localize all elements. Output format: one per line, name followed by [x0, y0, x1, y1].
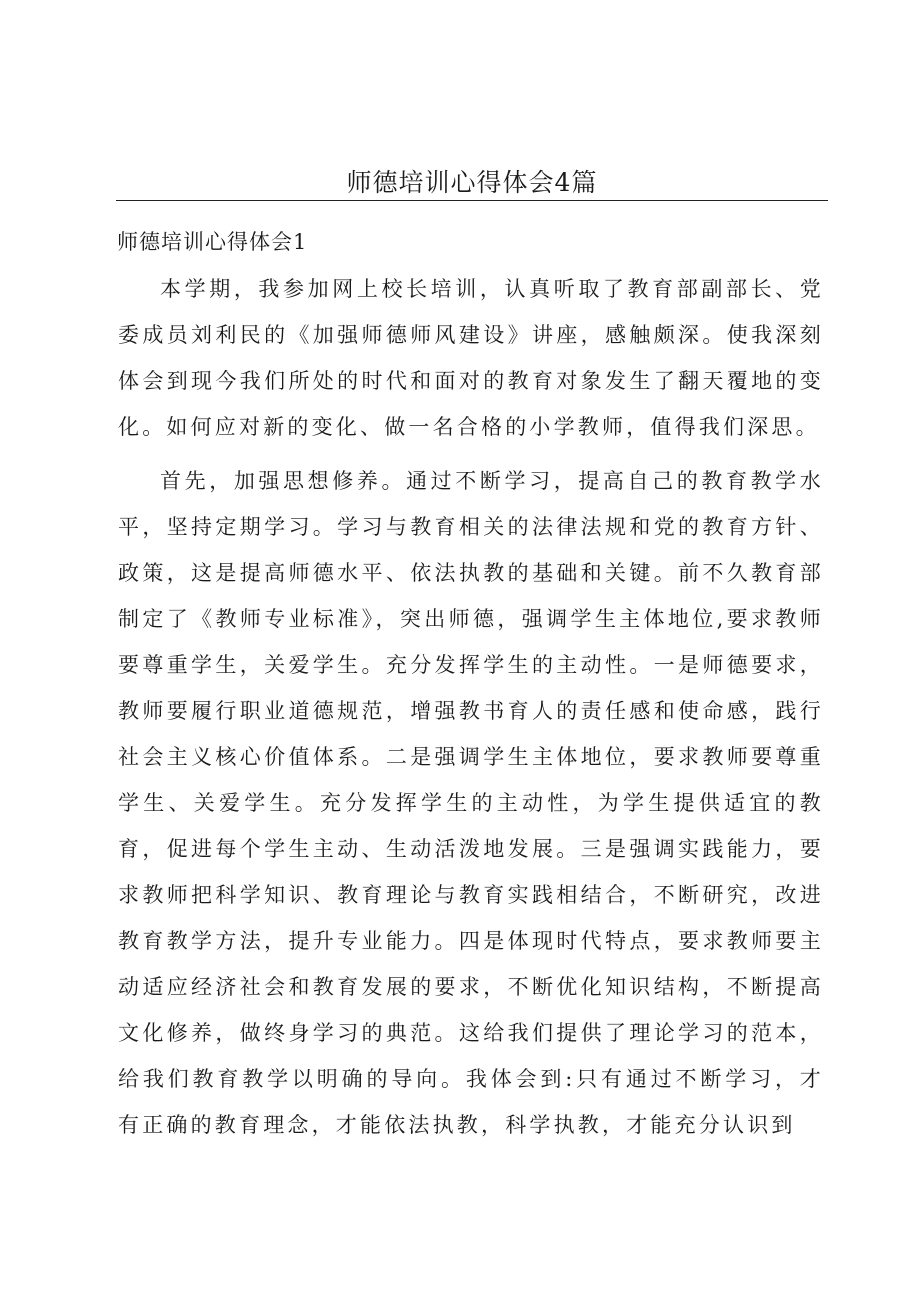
body-paragraph: 本学期，我参加网上校长培训，认真听取了教育部副部长、党委成员刘利民的《加强师德师风建设》讲座，感触颇深。使我深刻体会到现今我们所处的时代和面对的教育对象发生了翻天覆地的变化。如何应对新的变化、做一名合格的小学教师，值得我们深思。 [118, 277, 824, 439]
section-heading: 师德培训心得体会1 [117, 230, 308, 254]
document-title: 师德培训心得体会4篇 [346, 168, 598, 197]
title-underline-divider [116, 200, 828, 201]
body-paragraph: 首先，加强思想修养。通过不断学习，提高自己的教育教学水平，坚持定期学习。学习与教育相关的法律法规和党的教育方针、政策，这是提高师德水平、依法执教的基础和关键。前不久教育部制定了《教师专业标准》，突出师德，强调学生主体地位,要求教师要尊重学生，关爱学生。充分发挥学生的主动性。一是师德要求，教师要履行职业道德规范，增强教书育人的责任感和使命感，践行社会主义核心价值体系。二是强调学生主体地位，要求教师要尊重学生、关爱学生。充分发挥学生的主动性，为学生提供适宜的教育，促进每个学生主动、生动活泼地发展。三是强调实践能力，要求教师把科学知识、教育理论与教育实践相结合，不断研究，改进教育教学方法，提升专业能力。四是体现时代特点，要求教师要主动适应经济社会和教育发展的要求，不断优化知识结构，不断提高文化修养，做终身学习的典范。这给我们提供了理论学习的范本，给我们教育教学以明确的导向。我体会到:只有通过不断学习，才有正确的教育理念，才能依法执教，科学执教，才能充分认识到 [118, 469, 824, 1137]
